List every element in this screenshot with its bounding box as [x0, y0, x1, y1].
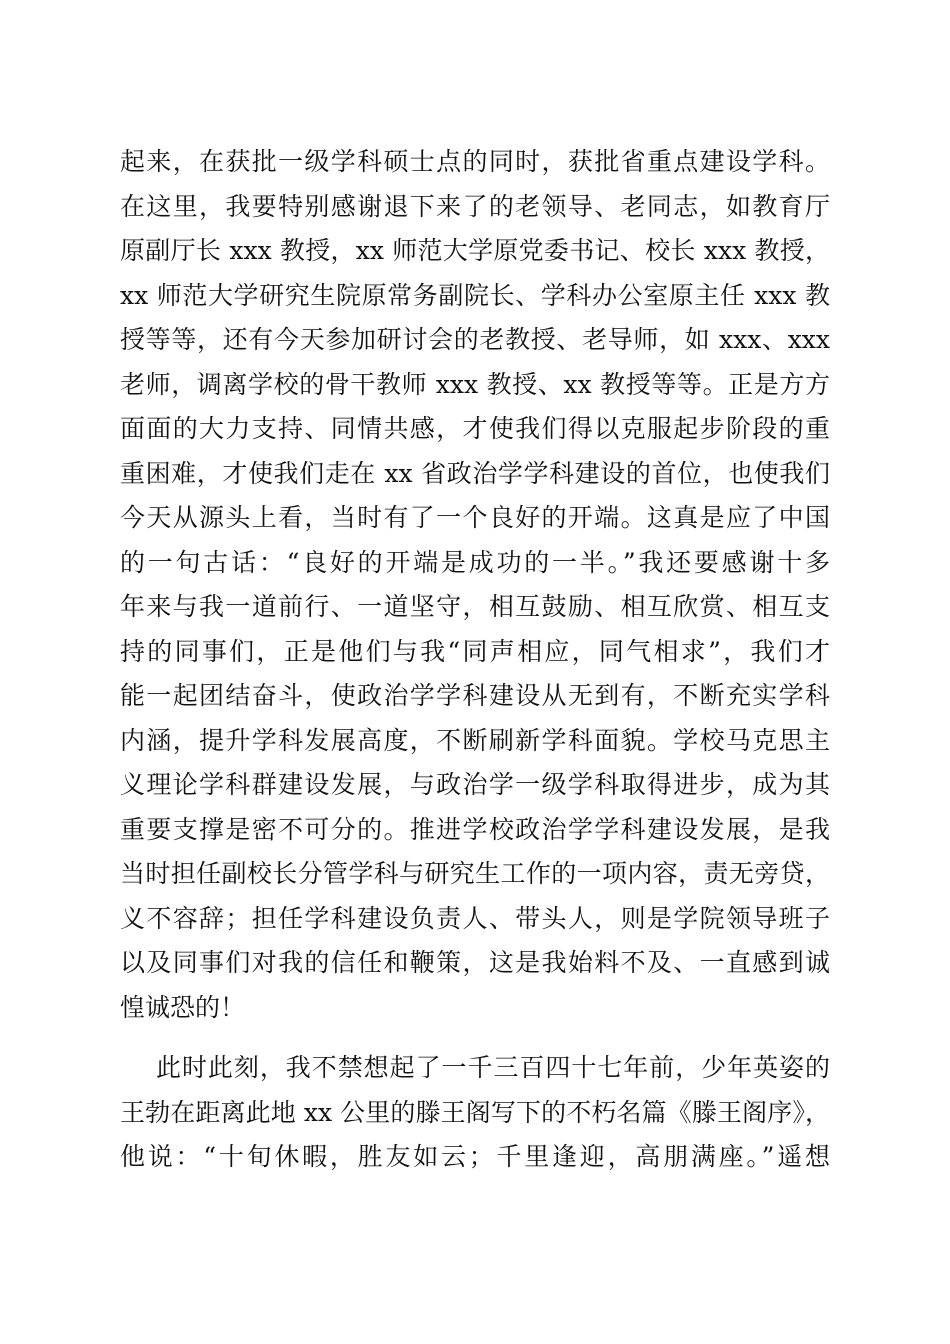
text-line: 的一句古话：“良好的开端是成功的一半。”我还要感谢十多 [120, 547, 830, 577]
paragraph-gap [120, 1030, 830, 1046]
text-line: 原副厅长 xxx 教授，xx 师范大学原党委书记、校长 xxx 教授， [120, 236, 830, 265]
text-line: 以及同事们对我的信任和鞭策，这是我始料不及、一直感到诚 [120, 948, 830, 977]
text-line: 义理论学科群建设发展，与政治学一级学科取得进步，成为其 [120, 770, 830, 799]
text-line: 他说：“十旬休暇，胜友如云；千里逢迎，高朋满座。”遥想 [120, 1142, 830, 1171]
text-line: 年来与我一道前行、一道坚守，相互鼓励、相互欣赏、相互支 [120, 592, 830, 621]
text-line: xx 师范大学研究生院原常务副院长、学科办公室原主任 xxx 教 [120, 280, 830, 310]
document-body [120, 140, 830, 1180]
text-line: 起来，在获批一级学科硕士点的同时，获批省重点建设学科。 [120, 147, 830, 176]
text-line: 在这里，我要特别感谢退下来了的老领导、老同志，如教育厅 [120, 191, 830, 221]
text-line: 老师，调离学校的骨干教师 xxx 教授、xx 教授等等。正是方方 [120, 369, 830, 399]
text-line: 当时担任副校长分管学科与研究生工作的一项内容，责无旁贷， [120, 859, 830, 888]
text-line: 此时此刻，我不禁想起了一千三百四十七年前，少年英姿的 [156, 1053, 830, 1082]
text-line: 义不容辞；担任学科建设负责人、带头人，则是学院领导班子 [120, 903, 830, 933]
paragraph-2 [120, 1046, 830, 1180]
text-line: 今天从源头上看，当时有了一个良好的开端。这真是应了中国 [120, 503, 830, 532]
text-line: 授等等，还有今天参加研讨会的老教授、老导师，如 xxx、xxx [120, 325, 830, 354]
text-line: 面面的大力支持、同情共感，才使我们得以克服起步阶段的重 [120, 414, 830, 443]
paragraph-1 [120, 140, 830, 1030]
text-line: 王勃在距离此地 xx 公里的滕王阁写下的不朽名篇《滕王阁序》， [120, 1097, 830, 1127]
text-line: 内涵，提升学科发展高度，不断刷新学科面貌。学校马克思主 [120, 725, 830, 755]
text-line: 持的同事们，正是他们与我“同声相应，同气相求”，我们才 [120, 636, 830, 666]
text-line: 重困难，才使我们走在 xx 省政治学学科建设的首位，也使我们 [120, 458, 830, 488]
text-line: 重要支撑是密不可分的。推进学校政治学学科建设发展，是我 [120, 814, 830, 844]
text-line: 惶诚恐的！ [120, 992, 246, 1022]
text-line: 能一起团结奋斗，使政治学学科建设从无到有，不断充实学科 [120, 681, 830, 710]
